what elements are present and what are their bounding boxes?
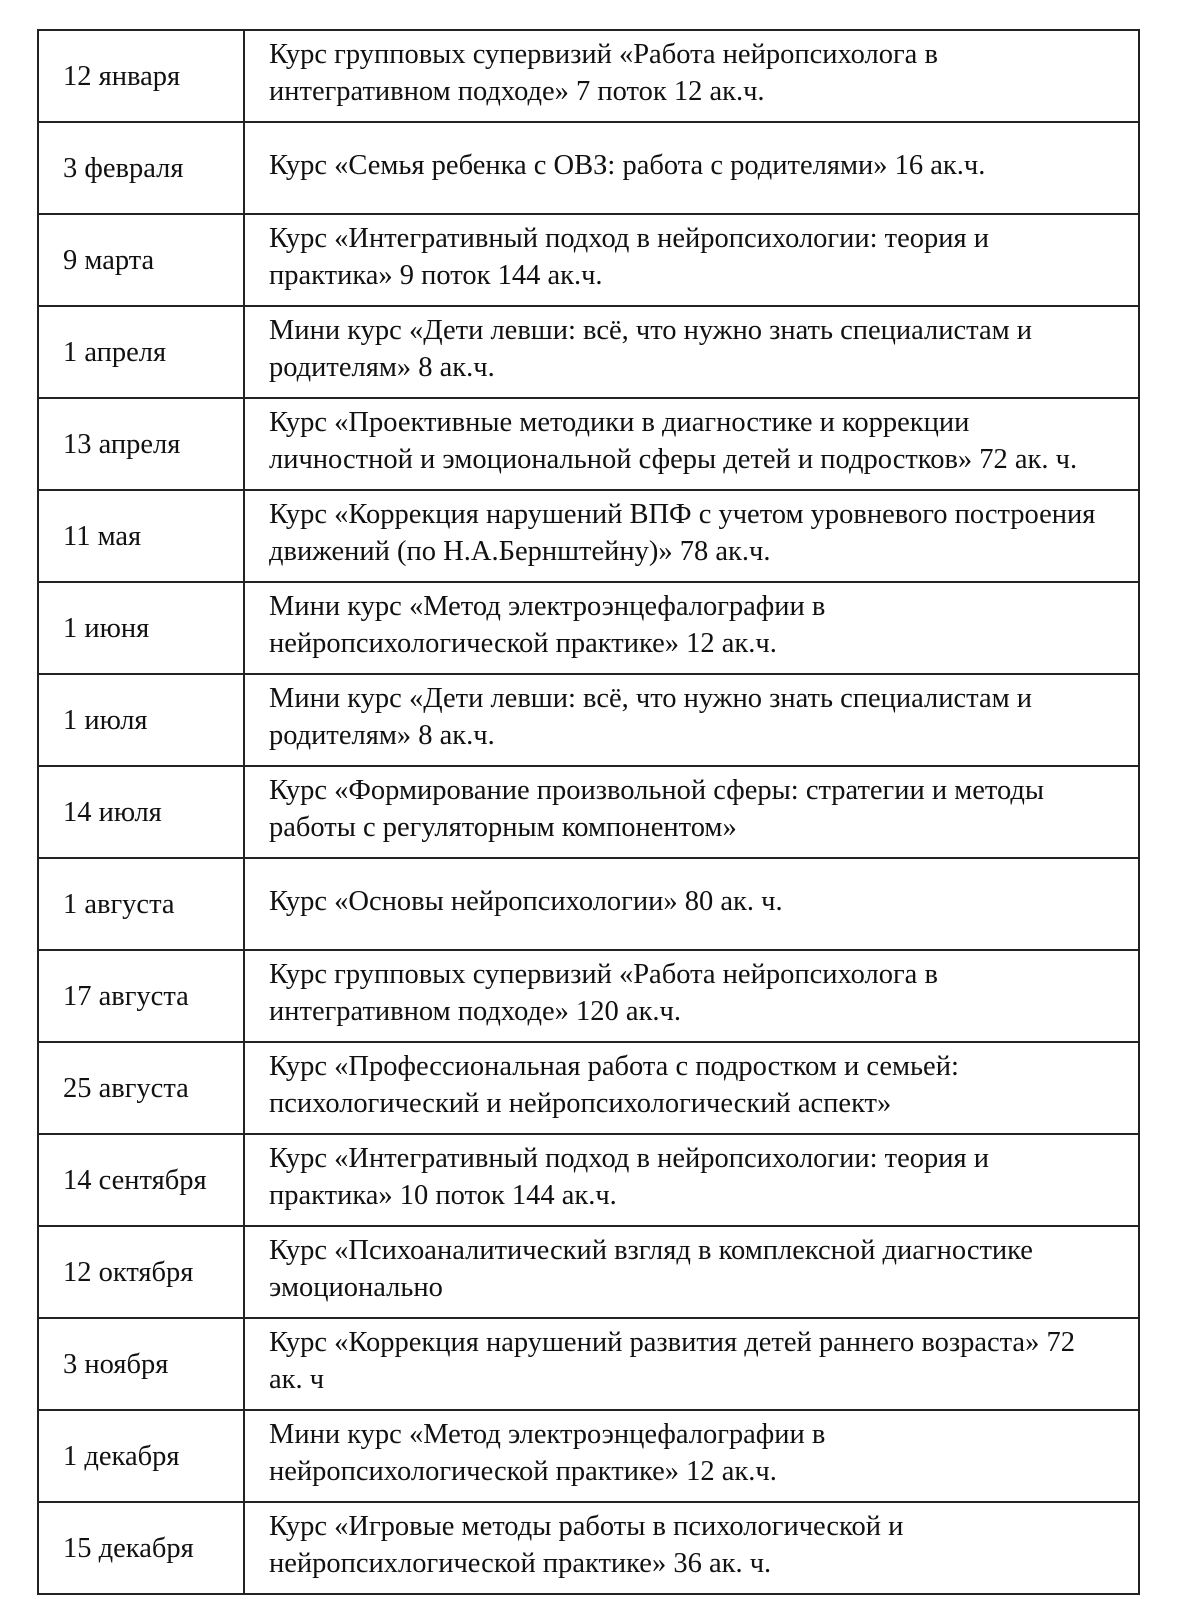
- course-description-line-1: Мини курс «Дети левши: всё, что нужно знать специалистам и: [269, 683, 1033, 714]
- course-date: 9 марта: [63, 244, 155, 276]
- course-description-line-1: Курс «Психоаналитический взгляд в комплексной диагностике: [269, 1235, 1033, 1266]
- course-cell: [244, 1502, 1139, 1594]
- course-description-line-1: Курс «Коррекция нарушений развития детей раннего возраста» 72: [269, 1327, 1075, 1358]
- course-description-line-1: Курс «Интегративный подход в нейропсихологии: теория и: [269, 223, 990, 254]
- schedule-row: [38, 490, 1139, 582]
- course-description-line-2: интегративном подходе» 7 поток 12 ак.ч.: [269, 76, 765, 107]
- course-description-line-1: Курс групповых супервизий «Работа нейропсихолога в: [269, 959, 938, 990]
- course-description-line-2: практика» 10 поток 144 ак.ч.: [269, 1180, 617, 1211]
- schedule-row: [38, 30, 1139, 122]
- date-cell: [38, 766, 244, 858]
- schedule-row: [38, 1502, 1139, 1594]
- date-cell: [38, 122, 244, 214]
- course-cell: [244, 1042, 1139, 1134]
- course-cell: [244, 766, 1139, 858]
- course-description-line-1: Курс «Игровые методы работы в психологической и: [269, 1511, 904, 1542]
- date-cell: [38, 582, 244, 674]
- course-date: 17 августа: [63, 980, 189, 1012]
- schedule-row: [38, 1410, 1139, 1502]
- schedule-row: [38, 306, 1139, 398]
- course-description-line-2: интегративном подходе» 120 ак.ч.: [269, 996, 681, 1027]
- schedule-row: [38, 766, 1139, 858]
- course-cell: [244, 1134, 1139, 1226]
- course-date: 12 октября: [63, 1256, 194, 1288]
- date-cell: [38, 1226, 244, 1318]
- course-description-line-1: Курс «Основы нейропсихологии» 80 ак. ч.: [269, 885, 783, 917]
- course-cell: [244, 674, 1139, 766]
- date-cell: [38, 306, 244, 398]
- course-description-line-2: личностной и эмоциональной сферы детей и подростков» 72 ак. ч.: [269, 444, 1078, 475]
- course-description-line-1: Мини курс «Метод электроэнцефалографии в: [269, 1419, 826, 1450]
- course-cell: [244, 1226, 1139, 1318]
- date-cell: [38, 1134, 244, 1226]
- course-description-line-2: практика» 9 поток 144 ак.ч.: [269, 260, 603, 291]
- course-description-line-1: Курс групповых супервизий «Работа нейропсихолога в: [269, 39, 938, 70]
- course-description-line-1: Курс «Профессиональная работа с подростком и семьей:: [269, 1051, 959, 1082]
- date-cell: [38, 1318, 244, 1410]
- course-date: 1 декабря: [63, 1440, 180, 1472]
- date-cell: [38, 674, 244, 766]
- schedule-row: [38, 1134, 1139, 1226]
- course-date: 25 августа: [63, 1072, 189, 1104]
- course-cell: [244, 858, 1139, 950]
- schedule-row: [38, 858, 1139, 950]
- course-cell: [244, 950, 1139, 1042]
- course-cell: [244, 1318, 1139, 1410]
- date-cell: [38, 30, 244, 122]
- course-date: 13 апреля: [63, 428, 181, 460]
- course-description-line-1: Мини курс «Метод электроэнцефалографии в: [269, 591, 826, 622]
- course-cell: [244, 214, 1139, 306]
- course-description-line-2: родителям» 8 ак.ч.: [269, 352, 495, 383]
- course-cell: [244, 30, 1139, 122]
- date-cell: [38, 950, 244, 1042]
- course-schedule-table: [37, 29, 1140, 1595]
- course-cell: [244, 490, 1139, 582]
- schedule-row: [38, 950, 1139, 1042]
- course-description-line-1: Курс «Семья ребенка с ОВЗ: работа с родителями» 16 ак.ч.: [269, 149, 986, 181]
- schedule-row: [38, 1318, 1139, 1410]
- course-date: 14 сентября: [63, 1164, 207, 1196]
- course-description-line-1: Курс «Формирование произвольной сферы: стратегии и методы: [269, 775, 1045, 806]
- course-date: 1 августа: [63, 888, 175, 920]
- course-description-line-2: работы с регуляторным компонентом»: [269, 812, 737, 843]
- schedule-row: [38, 674, 1139, 766]
- course-date: 15 декабря: [63, 1532, 194, 1564]
- course-date: 1 апреля: [63, 336, 167, 368]
- course-description-line-2: эмоционально: [269, 1272, 443, 1303]
- course-description-line-2: нейропсихлогической практике» 36 ак. ч.: [269, 1548, 772, 1579]
- schedule-row: [38, 214, 1139, 306]
- date-cell: [38, 490, 244, 582]
- date-cell: [38, 398, 244, 490]
- course-date: 3 февраля: [63, 152, 184, 184]
- course-description-line-2: нейропсихологической практике» 12 ак.ч.: [269, 1456, 777, 1487]
- date-cell: [38, 1410, 244, 1502]
- course-date: 3 ноября: [63, 1348, 169, 1380]
- course-cell: [244, 1410, 1139, 1502]
- schedule-body: [38, 30, 1139, 1594]
- schedule-row: [38, 1042, 1139, 1134]
- date-cell: [38, 214, 244, 306]
- course-cell: [244, 398, 1139, 490]
- course-cell: [244, 306, 1139, 398]
- date-cell: [38, 1502, 244, 1594]
- course-date: 1 июня: [63, 612, 150, 644]
- course-description-line-2: психологический и нейропсихологический аспект»: [269, 1088, 892, 1119]
- course-date: 14 июля: [63, 796, 162, 828]
- course-description-line-2: движений (по Н.А.Бернштейну)» 78 ак.ч.: [269, 536, 771, 567]
- schedule-row: [38, 582, 1139, 674]
- schedule-row: [38, 398, 1139, 490]
- schedule-row: [38, 1226, 1139, 1318]
- course-description-line-2: нейропсихологической практике» 12 ак.ч.: [269, 628, 777, 659]
- course-date: 1 июля: [63, 704, 148, 736]
- course-description-line-1: Курс «Проективные методики в диагностике и коррекции: [269, 407, 970, 438]
- course-cell: [244, 582, 1139, 674]
- course-description-line-1: Мини курс «Дети левши: всё, что нужно знать специалистам и: [269, 315, 1033, 346]
- date-cell: [38, 1042, 244, 1134]
- course-date: 11 мая: [63, 520, 142, 552]
- course-cell: [244, 122, 1139, 214]
- course-description-line-2: родителям» 8 ак.ч.: [269, 720, 495, 751]
- schedule-row: [38, 122, 1139, 214]
- course-description-line-1: Курс «Коррекция нарушений ВПФ с учетом уровневого построения: [269, 499, 1096, 530]
- course-description-line-2: ак. ч: [269, 1364, 325, 1395]
- course-description-line-1: Курс «Интегративный подход в нейропсихологии: теория и: [269, 1143, 990, 1174]
- date-cell: [38, 858, 244, 950]
- course-date: 12 января: [63, 60, 181, 92]
